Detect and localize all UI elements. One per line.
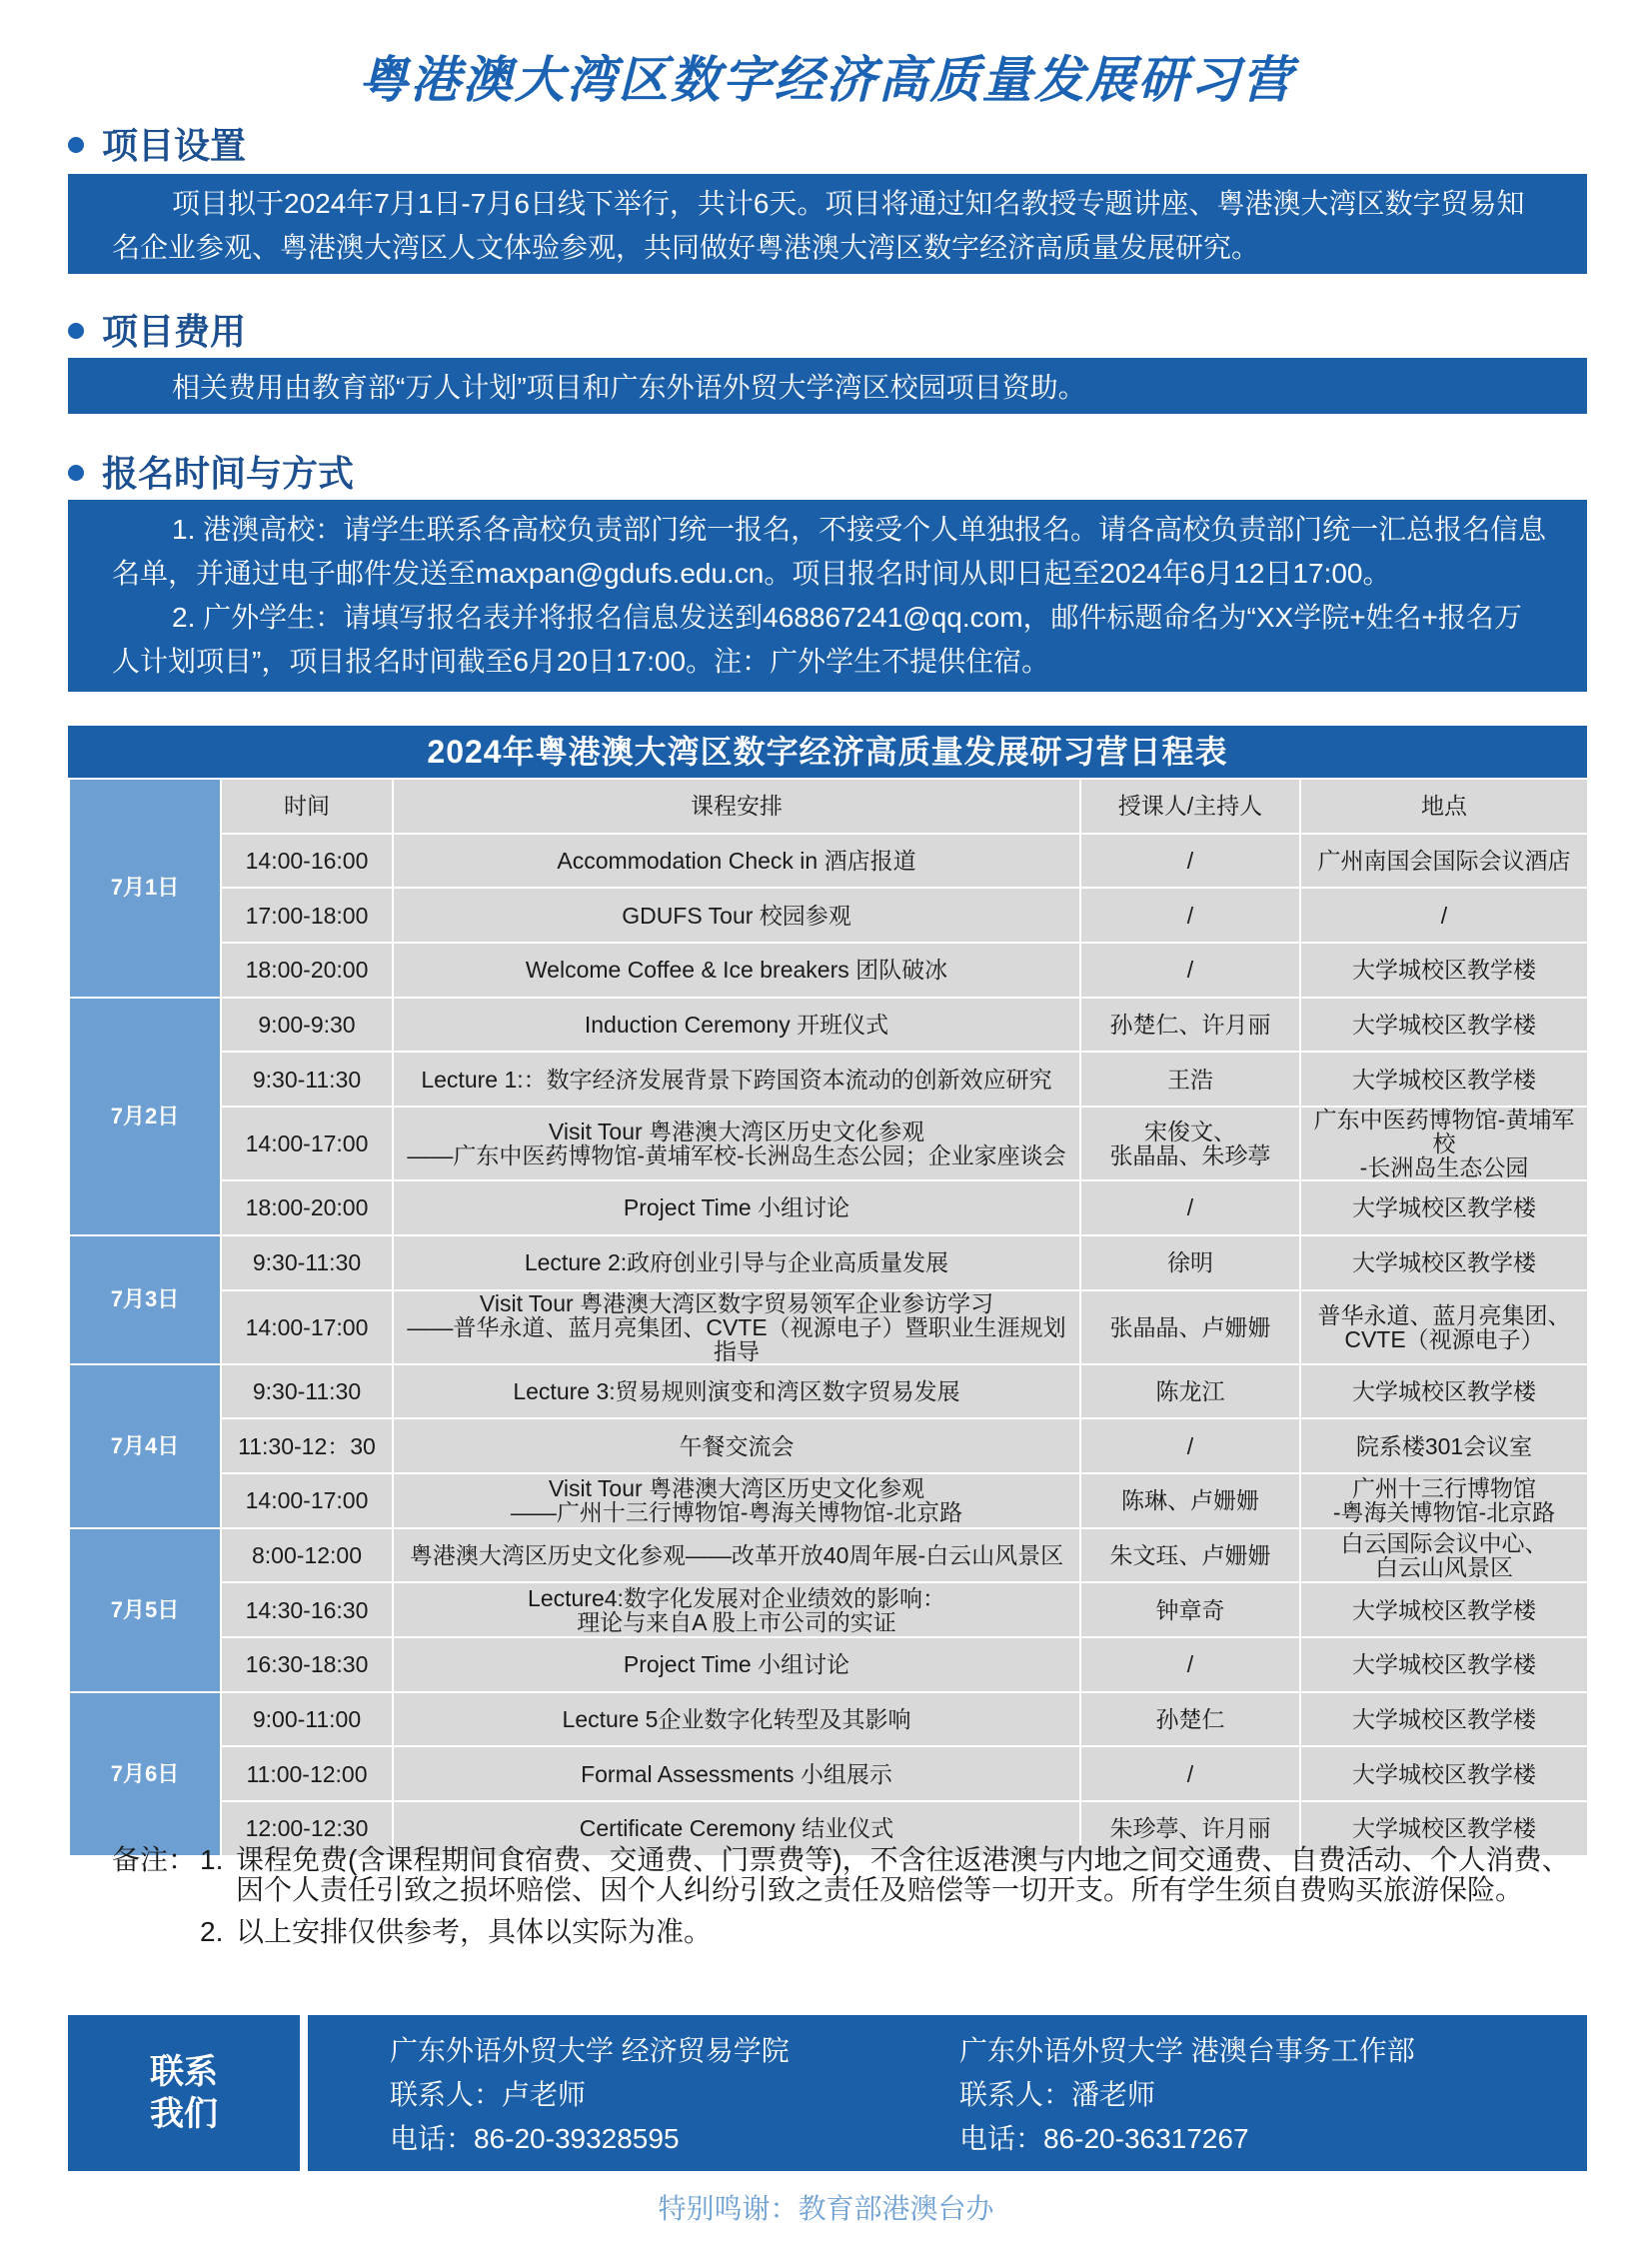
- cell-course-line: 理论与来自A 股上市公司的实证: [577, 1608, 896, 1635]
- day-cell: 7月6日: [69, 1692, 221, 1856]
- cell-place: 大学城校区教学楼: [1300, 1235, 1588, 1290]
- table-row: [69, 1052, 1588, 1107]
- cell-place-line: 白云国际会议中心、: [1340, 1529, 1548, 1556]
- table-row: [69, 1582, 1588, 1637]
- cell-place: [1300, 1107, 1588, 1180]
- contact-person: 联系人：卢老师: [390, 2079, 587, 2110]
- cell-course-line: Visit Tour 粤港澳大湾区历史文化参观: [548, 1119, 925, 1145]
- cell-course: Certificate Ceremony 结业仪式: [393, 1801, 1080, 1856]
- note-text: 课程免费(含课程期间食宿费、交通费、门票费等)，不含往返港澳与内地之间交通费、自费活动、个人消费、因个人责任引致之损坏赔偿、因个人纠纷引致之责任及赔偿等一切开支。所有学生须自费购买旅游保险。: [236, 1844, 1570, 1905]
- section-heading-registration: [68, 446, 354, 497]
- contact-label-line: 我们: [150, 2095, 218, 2133]
- cell-place: 大学城校区教学楼: [1300, 1801, 1588, 1856]
- cell-time: 9:00-11:00: [221, 1692, 393, 1747]
- cell-place: [1300, 1473, 1588, 1528]
- cell-course: Lecture 1:：数字经济发展背景下跨国资本流动的创新效应研究: [393, 1052, 1080, 1107]
- cell-course: Welcome Coffee & Ice breakers 团队破冰: [393, 943, 1080, 998]
- fee-text: 相关费用由教育部“万人计划”项目和广东外语外贸大学湾区校园项目资助。: [172, 372, 1086, 403]
- cell-course: 粤港澳大湾区历史文化参观——改革开放40周年展-白云山风景区: [393, 1528, 1080, 1583]
- cell-lecturer: 张晶晶、卢姗姗: [1080, 1290, 1300, 1364]
- cell-place: 大学城校区教学楼: [1300, 1692, 1588, 1747]
- cell-lecturer: /: [1080, 1746, 1300, 1801]
- cell-lecturer: /: [1080, 834, 1300, 889]
- fee-box: [68, 358, 1587, 414]
- cell-course-line: Visit Tour 粤港澳大湾区数字贸易领军企业参访学习: [479, 1289, 994, 1316]
- cell-place: 大学城校区教学楼: [1300, 943, 1588, 998]
- table-row: [69, 1637, 1588, 1692]
- cell-lecturer: 陈琳、卢姗姗: [1080, 1473, 1300, 1528]
- cell-lecturer: [1080, 1107, 1300, 1180]
- table-row: [69, 1364, 1588, 1419]
- note-text: 以上安排仅供参考，具体以实际为准。: [236, 1916, 713, 1947]
- cell-lecturer: /: [1080, 1180, 1300, 1235]
- note-item: [200, 1917, 1591, 1947]
- contact-phone: 电话：86-20-39328595: [390, 2123, 680, 2154]
- cell-course-line: ——广东中医药博物馆-黄埔军校-长洲岛生态公园；企业家座谈会: [407, 1142, 1066, 1169]
- cell-course: Formal Assessments 小组展示: [393, 1746, 1080, 1801]
- schedule-table: [68, 726, 1587, 1857]
- setup-box: [68, 174, 1587, 274]
- cell-course-line: Visit Tour 粤港澳大湾区历史文化参观: [548, 1475, 925, 1502]
- cell-place: 大学城校区教学楼: [1300, 1052, 1588, 1107]
- table-row: [69, 834, 1588, 889]
- cell-course: Project Time 小组讨论: [393, 1637, 1080, 1692]
- cell-time: 9:30-11:30: [221, 1052, 393, 1107]
- cell-course: GDUFS Tour 校园参观: [393, 888, 1080, 943]
- cell-course-line: ——普华永道、蓝月亮集团、CVTE（视源电子）暨职业生涯规划指导: [407, 1313, 1066, 1364]
- cell-course: [393, 1473, 1080, 1528]
- contact-left: [390, 2029, 790, 2161]
- notes-label: 备注：: [112, 1844, 197, 1875]
- note-number: 1.: [200, 1844, 224, 1875]
- cell-lecturer: 朱珍葶、许月丽: [1080, 1801, 1300, 1856]
- contact-person: 联系人：潘老师: [959, 2079, 1156, 2110]
- cell-course: Accommodation Check in 酒店报道: [393, 834, 1080, 889]
- cell-time: 11:00-12:00: [221, 1746, 393, 1801]
- cell-lecturer: 孙楚仁、许月丽: [1080, 998, 1300, 1053]
- table-row: [69, 943, 1588, 998]
- table-row: [69, 1528, 1588, 1583]
- cell-time: 9:30-11:30: [221, 1364, 393, 1419]
- cell-time: 17:00-18:00: [221, 888, 393, 943]
- bullet-dot-icon: [68, 465, 84, 481]
- cell-course: Lecture 3:贸易规则演变和湾区数字贸易发展: [393, 1364, 1080, 1419]
- cell-time: 14:00-17:00: [221, 1473, 393, 1528]
- cell-course: Lecture 5企业数字化转型及其影响: [393, 1692, 1080, 1747]
- cell-place: 大学城校区教学楼: [1300, 1637, 1588, 1692]
- cell-place: [1300, 1290, 1588, 1364]
- contact-label-line: 联系: [150, 2053, 218, 2091]
- cell-place-line: 广州十三行博物馆: [1352, 1475, 1536, 1502]
- cell-lecturer: 徐明: [1080, 1235, 1300, 1290]
- cell-place-line: -粤海关博物馆-北京路: [1332, 1499, 1556, 1526]
- table-row: [69, 1235, 1588, 1290]
- column-header-lecturer: 授课人/主持人: [1080, 779, 1300, 834]
- day-cell: 7月1日: [69, 779, 221, 998]
- note-number: 2.: [200, 1916, 224, 1947]
- cell-lecturer: /: [1080, 1637, 1300, 1692]
- cell-time: 9:30-11:30: [221, 1235, 393, 1290]
- table-row: [69, 1107, 1588, 1180]
- note-item: [200, 1845, 1591, 1905]
- cell-time: 16:30-18:30: [221, 1637, 393, 1692]
- cell-lecturer: /: [1080, 1418, 1300, 1473]
- cell-course: [393, 1107, 1080, 1180]
- column-header-place: 地点: [1300, 779, 1588, 834]
- table-row: [69, 1746, 1588, 1801]
- contact-box: [68, 2015, 1587, 2171]
- table-row: [69, 1692, 1588, 1747]
- cell-course-line: ——广州十三行博物馆-粤海关博物馆-北京路: [510, 1499, 963, 1526]
- cell-lecturer: 钟章奇: [1080, 1582, 1300, 1637]
- registration-box: [68, 500, 1587, 692]
- cell-place: 大学城校区教学楼: [1300, 1364, 1588, 1419]
- table-row: [69, 888, 1588, 943]
- day-cell: 7月5日: [69, 1528, 221, 1692]
- cell-lecturer: 陈龙江: [1080, 1364, 1300, 1419]
- column-header-time: 时间: [221, 779, 393, 834]
- table-row: [69, 1418, 1588, 1473]
- contact-org: 广东外语外贸大学 经济贸易学院: [390, 2035, 790, 2066]
- cell-place-line: 广东中医药博物馆-黄埔军校: [1313, 1107, 1575, 1157]
- contact-label: [68, 2015, 308, 2171]
- cell-lecturer: 王浩: [1080, 1052, 1300, 1107]
- cell-course: Lecture 2:政府创业引导与企业高质量发展: [393, 1235, 1080, 1290]
- cell-course-line: Lecture4:数字化发展对企业绩效的影响：: [528, 1584, 945, 1611]
- cell-time: 14:00-16:00: [221, 834, 393, 889]
- cell-course: Induction Ceremony 开班仪式: [393, 998, 1080, 1053]
- section-heading-text: 报名时间与方式: [102, 453, 355, 494]
- cell-lecturer: 朱文珏、卢姗姗: [1080, 1528, 1300, 1583]
- cell-lecturer: /: [1080, 888, 1300, 943]
- section-heading-setup: [68, 118, 246, 169]
- cell-time: 18:00-20:00: [221, 943, 393, 998]
- section-heading-text: 项目费用: [102, 311, 247, 352]
- registration-item-1: 1. 港澳高校：请学生联系各高校负责部门统一报名，不接受个人单独报名。请各高校负责部门统一汇总报名信息名单，并通过电子邮件发送至maxpan@gdufs.edu.cn。项目报名时间从即日起至2024年6月12日17:00。: [112, 514, 1547, 589]
- cell-lecturer: /: [1080, 943, 1300, 998]
- cell-place: 大学城校区教学楼: [1300, 998, 1588, 1053]
- cell-time: 14:00-17:00: [221, 1107, 393, 1180]
- column-header-course: 课程安排: [393, 779, 1080, 834]
- contact-org: 广东外语外贸大学 港澳台事务工作部: [959, 2035, 1415, 2066]
- table-row: [69, 1290, 1588, 1364]
- cell-course: [393, 1582, 1080, 1637]
- table-header-row: [69, 779, 1588, 834]
- notes: [112, 1845, 1591, 1959]
- cell-place: /: [1300, 888, 1588, 943]
- cell-time: 9:00-9:30: [221, 998, 393, 1053]
- cell-place-line: 普华永道、蓝月亮集团、: [1317, 1301, 1571, 1328]
- registration-item-2: 2. 广外学生：请填写报名表并将报名信息发送到468867241@qq.com，邮件标题命名为“XX学院+姓名+报名万人计划项目”，项目报名时间截至6月20日17:00。注：广外学生不提供住宿。: [112, 602, 1522, 677]
- contact-right: [959, 2029, 1415, 2161]
- day-cell: 7月3日: [69, 1235, 221, 1364]
- cell-time: 18:00-20:00: [221, 1180, 393, 1235]
- cell-time: 11:30-12：30: [221, 1418, 393, 1473]
- cell-time: 14:00-17:00: [221, 1290, 393, 1364]
- cell-course: 午餐交流会: [393, 1418, 1080, 1473]
- special-thanks: 特别鸣谢：教育部港澳台办: [658, 2193, 994, 2224]
- section-heading-fee: [68, 304, 246, 355]
- contact-phone: 电话：86-20-36317267: [959, 2123, 1249, 2154]
- cell-place-line: -长洲岛生态公园: [1359, 1154, 1529, 1181]
- bullet-dot-icon: [68, 323, 84, 339]
- schedule-grid: [68, 778, 1589, 1857]
- cell-place: 大学城校区教学楼: [1300, 1746, 1588, 1801]
- table-row: [69, 1473, 1588, 1528]
- schedule-title: 2024年粤港澳大湾区数字经济高质量发展研习营日程表: [68, 726, 1587, 778]
- cell-place: 大学城校区教学楼: [1300, 1180, 1588, 1235]
- cell-time: 12:00-12:30: [221, 1801, 393, 1856]
- cell-time: 14:30-16:30: [221, 1582, 393, 1637]
- setup-text: 项目拟于2024年7月1日-7月6日线下举行，共计6天。项目将通过知名教授专题讲座、粤港澳大湾区数字贸易知名企业参观、粤港澳大湾区人文体验参观，共同做好粤港澳大湾区数字经济高质量发展研究。: [112, 188, 1525, 263]
- cell-time: 8:00-12:00: [221, 1528, 393, 1583]
- cell-place: 院系楼301会议室: [1300, 1418, 1588, 1473]
- bullet-dot-icon: [68, 137, 84, 153]
- day-cell: 7月2日: [69, 998, 221, 1235]
- cell-place: [1300, 1528, 1588, 1583]
- table-row: [69, 1180, 1588, 1235]
- table-row: [69, 998, 1588, 1053]
- cell-lecturer-line: 张晶晶、朱珍葶: [1109, 1142, 1271, 1169]
- page-title: 粤港澳大湾区数字经济高质量发展研习营: [358, 52, 1294, 108]
- cell-lecturer-line: 宋俊文、: [1144, 1119, 1236, 1145]
- cell-course: [393, 1290, 1080, 1364]
- cell-place-line: 白云山风景区: [1375, 1553, 1513, 1580]
- cell-course: Project Time 小组讨论: [393, 1180, 1080, 1235]
- section-heading-text: 项目设置: [102, 125, 247, 166]
- cell-place-line: CVTE（视源电子）: [1344, 1325, 1544, 1352]
- day-cell: 7月4日: [69, 1364, 221, 1528]
- cell-lecturer: 孙楚仁: [1080, 1692, 1300, 1747]
- cell-place: 广州南国会国际会议酒店: [1300, 834, 1588, 889]
- cell-place: 大学城校区教学楼: [1300, 1582, 1588, 1637]
